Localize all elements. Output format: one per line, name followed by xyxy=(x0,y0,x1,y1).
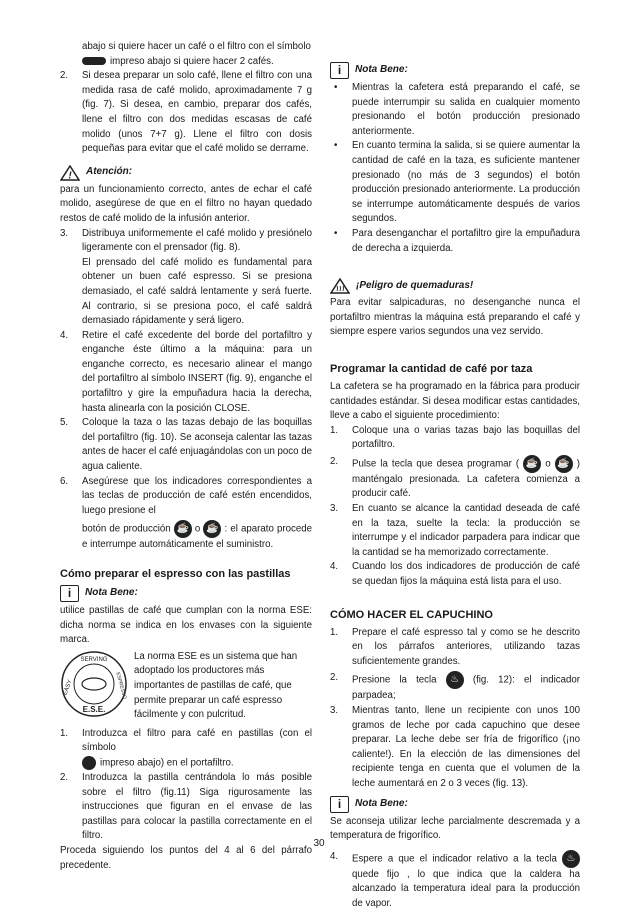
svg-text:!: ! xyxy=(68,170,72,181)
note-header: i Nota Bene: xyxy=(330,796,580,813)
burn-text: Para evitar salpicaduras, no desenganche nunca el portafiltro mientras la máquina está preparando el café y siempre espere varios segundos una vez servido. xyxy=(330,297,580,338)
step-5: 5. Coloque la taza o las tazas debajo de las boquillas del portafiltro (fig. 10). Se aconseja calentar las tazas antes de hacer el café enjuagándolas con un poco de agua caliente. xyxy=(60,417,312,473)
step-1-continuation: abajo si quiere hacer un café o el filtro con el símbolo impreso abajo si quiere hacer 2 cafés. xyxy=(82,41,311,67)
pods-text: utilice pastillas de café que cumplan con la norma ESE: dicha norma se indica en los envases con la siguiente marca. xyxy=(60,605,312,646)
attention-text: para un funcionamiento correcto, antes de echar el café molido, asegúrese de que en el filtro no hayan quedado restos de café molido de la infusión anterior. xyxy=(60,183,312,224)
step-3-detail: El prensado del café molido es fundamental para obtener un buen café espresso. Si se presiona demasiado, el café saldrá lentamente y será fuerte. Al contrario, si se presiona poco, el café saldrá demasiado rápidamente y será ligero. xyxy=(82,256,312,327)
cap-step-2: 2. Presione la tecla ♨ (fig. 12): el indicador parpadea; xyxy=(330,672,580,702)
svg-text:ESPRESSO: ESPRESSO xyxy=(114,671,128,700)
program-step-1: 1. Coloque una o varias tazas bajo las boquillas del portafiltro. xyxy=(330,424,580,451)
ese-description: La norma ESE es un sistema que han adoptado los productores más importantes de pastillas de café, que permite preparar un café espresso fácilmente y con pulcritud. xyxy=(134,650,298,721)
step-2: 2. Si desea preparar un solo café, llene el filtro con una medida rasa de café molido, aproximadamente 7 g (fig. 7). Si desea, en cambio, preparar dos cafés, llene el filtro con dos medidas escasas de café molido (unos 7+7 g). Llene el filtro con dosis pequeñas para evitar que el café molido se derrame. xyxy=(60,70,312,155)
burn-warning-header: ¡Peligro de quemaduras! xyxy=(330,278,580,294)
note-header: i Nota Bene: xyxy=(330,62,580,79)
pods-heading: Cómo preparar el espresso con las pastillas xyxy=(60,568,291,580)
step-4: 4. Retire el café excedente del borde del portafiltro y enganche éste último a la máquina: para un enganche correcto, es necesario alinear el mango del portafiltro al símbolo INSERT (fig. 9), enganche el portafiltro y gire la empuñadura hacia la derecha, hasta alinearla con la posición CLOSE. xyxy=(60,329,312,414)
step-6-buttons: botón de producción ☕ o ☕ : el aparato procede e interrumpe automáticamente el suministro. xyxy=(60,520,312,553)
two-cup-button-icon: ☕ xyxy=(555,455,573,473)
step-6: 6. Asegúrese que los indicadores correspondientes a las teclas de producción de café estén encendidos, luego presione el xyxy=(60,475,312,516)
attention-header: ! Atención: xyxy=(60,165,312,181)
step-3: 3. Distribuya uniformemente el café molido y presiónelo ligeramente con el prensador (fig. 8). xyxy=(60,227,312,254)
info-icon: i xyxy=(330,796,349,813)
program-intro: La cafetera se ha programado en la fábrica para producir cantidades estándar. Si desea modificar estas cantidades, lleve a cabo el siguiente procedimiento: xyxy=(330,380,580,422)
program-step-3: 3. En cuanto se alcance la cantidad deseada de café en la taza, suelte la tecla: la producción se interrumpe y el indicador parpadera para indicar que la cantidad se ha memorizado correctamente. xyxy=(330,503,580,558)
warning-icon xyxy=(60,165,80,181)
page-number: 30 xyxy=(313,838,325,849)
note-bullet-1: • Mientras la cafetera está preparando el café, se puede interrumpir su salida en cualquier momento presionando el botón producción presionado anteriormente. xyxy=(334,82,580,137)
pod-step-1: 1. Introduzca el filtro para café en pastillas (con el símbolo xyxy=(60,727,312,754)
one-cup-button-icon: ☕ xyxy=(523,455,541,473)
cap-step-1: 1. Prepare el café espresso tal y como se he descrito en los párrafos anteriores, utilizando tazas suficientemente grandes. xyxy=(330,626,580,667)
left-column xyxy=(60,40,312,873)
ese-section xyxy=(60,650,312,723)
proceed-text: Proceda siguiendo los puntos del 4 al 6 del párrafo precedente. xyxy=(60,845,312,871)
note-header: i Nota Bene: xyxy=(60,585,312,602)
one-cup-button-icon: ☕ xyxy=(174,520,192,538)
hot-surface-warning-icon xyxy=(330,278,350,294)
svg-text:EASY: EASY xyxy=(62,678,74,696)
program-step-2: 2. Pulse la tecla que desea programar ( ☕ o ☕ ) manténgalo presionada. La cafetera comienza a producir café. xyxy=(330,455,580,500)
cap-step-3: 3. Mientras tanto, llene un recipiente con unos 100 gramos de leche por cada capuchino que desee preparar. La leche debe ser fría de frigorífico (¡no caliente!). En la elección de las dimensiones del recipiente tenga en cuenta que el volumen de la leche aumentará en 2 o 3 veces (fig. 13). xyxy=(330,705,580,789)
note2-text: Se aconseja utilizar leche parcialmente descremada y a temperatura de frigorífico. xyxy=(330,815,580,842)
steam-button-icon: ♨ xyxy=(446,671,464,689)
svg-text:E.S.E.: E.S.E. xyxy=(82,704,106,714)
two-cup-button-icon: ☕ xyxy=(203,520,221,538)
program-heading: Programar la cantidad de café por taza xyxy=(330,362,533,375)
note-bullet-2: • En cuanto termina la salida, si se quiere aumentar la cantidad de café en la taza, es suficiente mantener presionado (no más de 3 segundos) el botón producción presionado anteriormente. La producción se interrumpe automáticamente después de varios segundos. xyxy=(334,140,580,225)
ese-logo-icon xyxy=(60,650,128,718)
program-step-4: 4. Cuando los dos indicadores de producción de café se quedan fijos la máquina está lista para el uso. xyxy=(330,561,580,588)
steam-button-icon: ♨ xyxy=(562,850,580,868)
right-column xyxy=(330,40,580,912)
cap-step-4: 4. Espere a que el indicador relativo a la tecla ♨ quede fijo , lo que indica que la caldera ha alcanzado la temperatura ideal para la producción de vapor. xyxy=(330,850,580,909)
svg-text:SERVING: SERVING xyxy=(80,656,108,663)
info-icon: i xyxy=(330,62,349,79)
pod-step-1-cont: impreso abajo) en el portafiltro. xyxy=(60,756,312,771)
pod-step-2: 2. Introduzca la pastilla centrándola lo más posible sobre el filtro (fig.11) Siga rigurosamente las instrucciones que figuran en el envase de las pastillas para colocar la pastilla correctamente en el filtro. xyxy=(60,772,312,842)
pod-filter-symbol-icon xyxy=(82,756,96,770)
cappuccino-heading: CÓMO HACER EL CAPUCHINO xyxy=(330,608,493,621)
note-bullet-3: • Para desenganchar el portafiltro gire la empuñadura de derecha a izquierda. xyxy=(334,227,580,254)
info-icon: i xyxy=(60,585,79,602)
double-filter-symbol-icon xyxy=(82,57,106,65)
